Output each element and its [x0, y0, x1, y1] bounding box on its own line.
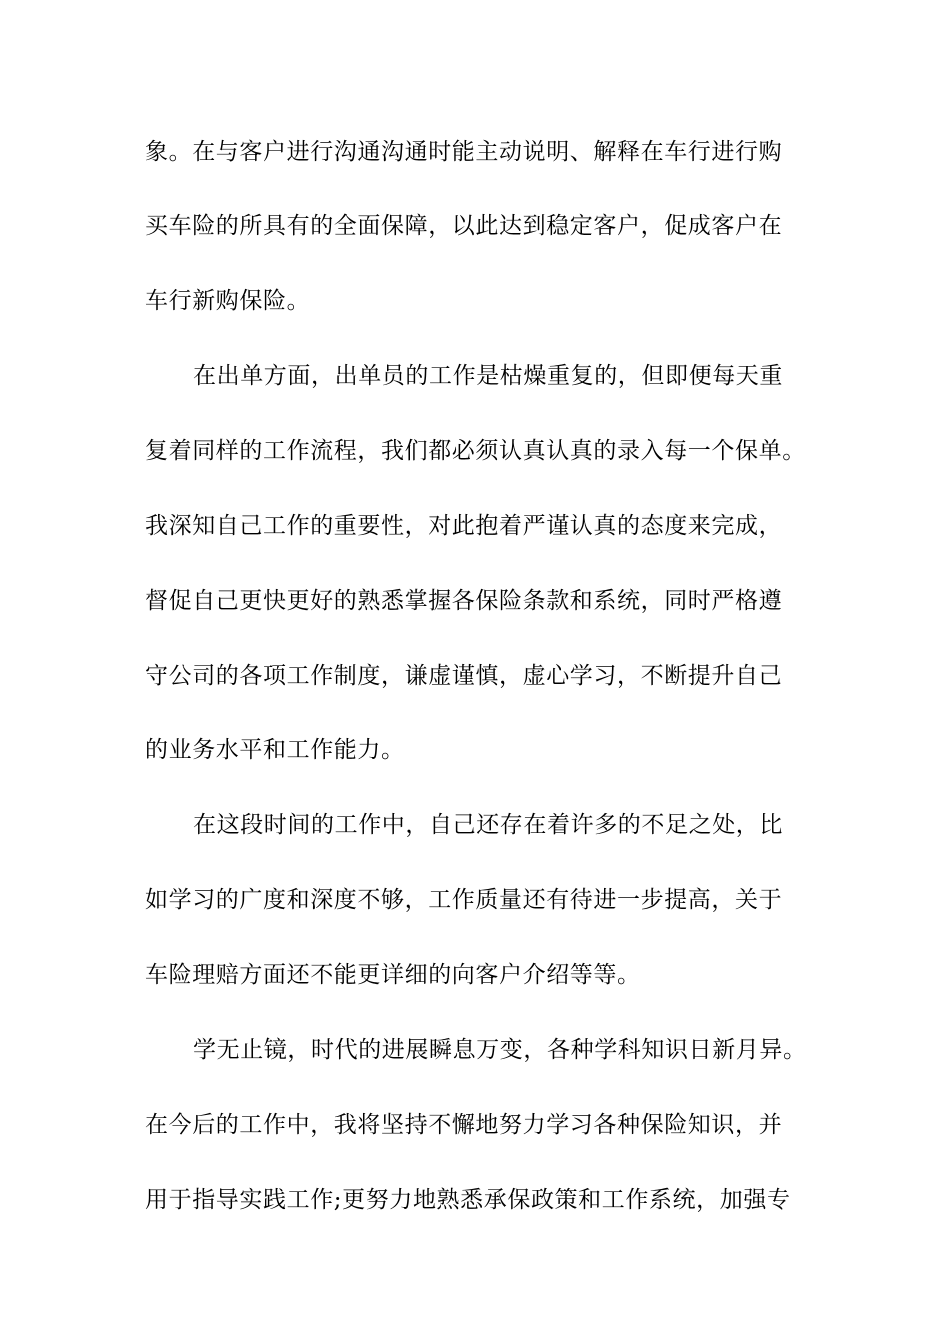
text-line: 我深知自己工作的重要性，对此抱着严谨认真的态度来完成，	[145, 513, 783, 539]
text-line: 车行新购保险。	[145, 288, 311, 314]
text-line: 买车险的所具有的全面保障，以此达到稳定客户，促成客户在	[145, 213, 783, 239]
paragraph-first-line: 学无止镜，时代的进展瞬息万变，各种学科知识日新月异。	[193, 1037, 807, 1063]
paragraph-first-line: 在出单方面，出单员的工作是枯燥重复的，但即便每天重	[193, 363, 783, 389]
text-line: 用于指导实践工作;更努力地熟悉承保政策和工作系统，加强专	[145, 1187, 791, 1213]
text-line: 守公司的各项工作制度，谦虚谨慎，虚心学习，不断提升自己	[145, 663, 783, 689]
text-line: 如学习的广度和深度不够，工作质量还有待进一步提高，关于	[145, 887, 783, 913]
text-line: 督促自己更快更好的熟悉掌握各保险条款和系统，同时严格遵	[145, 588, 783, 614]
text-line: 在今后的工作中，我将坚持不懈地努力学习各种保险知识，并	[145, 1112, 783, 1138]
text-line: 象。在与客户进行沟通沟通时能主动说明、解释在车行进行购	[145, 139, 783, 165]
paragraph-first-line: 在这段时间的工作中，自己还存在着许多的不足之处，比	[193, 812, 783, 838]
text-line: 的业务水平和工作能力。	[145, 737, 405, 763]
text-line: 复着同样的工作流程，我们都必须认真认真的录入每一个保单。	[145, 438, 806, 464]
text-line: 车险理赔方面还不能更详细的向客户介绍等等。	[145, 962, 641, 988]
